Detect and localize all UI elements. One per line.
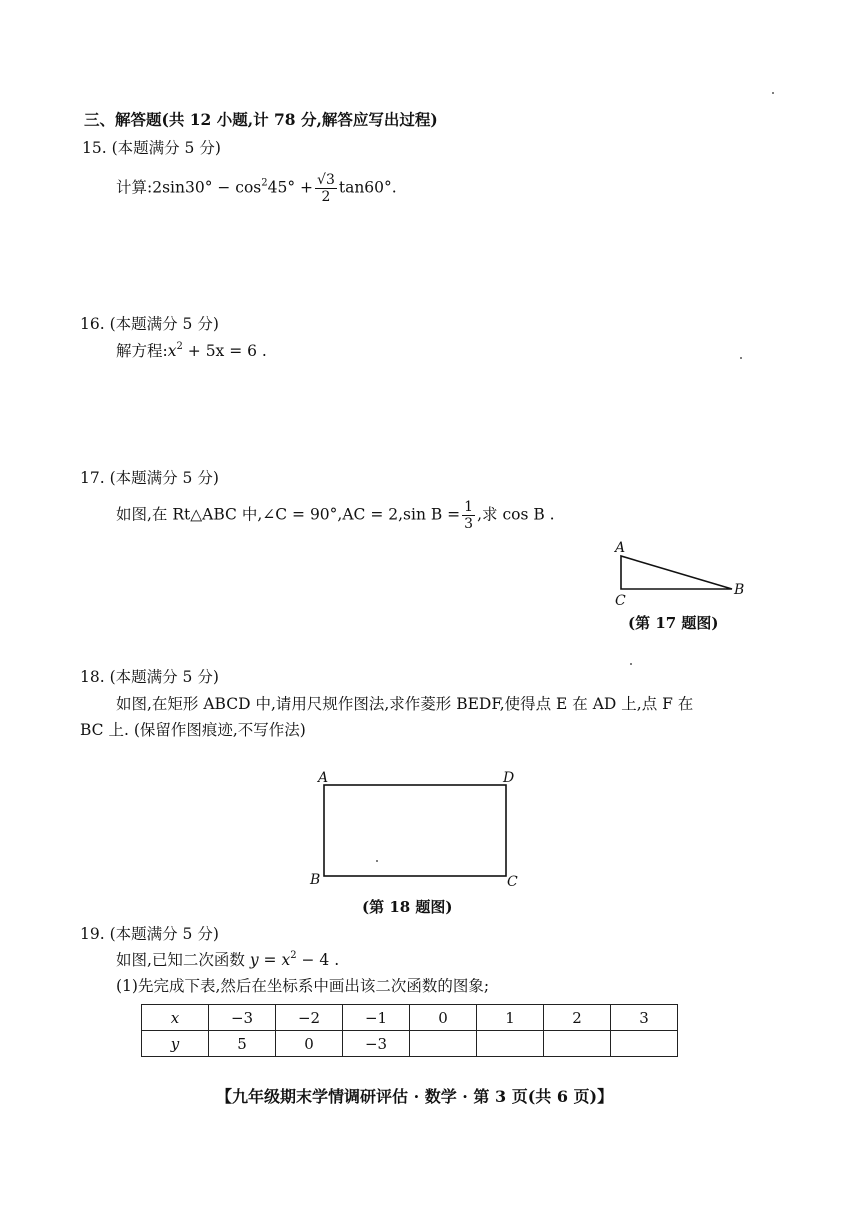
scan-speck <box>630 663 632 665</box>
q15-frac-den: 2 <box>321 189 331 205</box>
q19-line1-suffix: − 4 . <box>296 951 340 969</box>
q18-label-a: A <box>318 770 329 786</box>
q17-text-b: ,求 cos B . <box>477 505 555 524</box>
q18-rectangle <box>324 785 506 876</box>
q17-caption: (第 17 题图) <box>628 614 719 632</box>
q18-caption: (第 18 题图) <box>362 898 453 916</box>
q15-frac-num: √3 <box>317 172 335 188</box>
table-cell: −3 <box>209 1005 276 1031</box>
table-cell: 2 <box>544 1005 611 1031</box>
q16-exponent: 2 <box>176 341 183 352</box>
q19-exponent: 2 <box>290 950 297 961</box>
table-cell-blank[interactable] <box>611 1031 678 1057</box>
table-row-y <box>142 1031 678 1057</box>
q17-label-b: B <box>734 582 745 598</box>
q15-suffix: tan60°. <box>338 178 397 197</box>
q19-line1-prefix: 如图,已知二次函数 <box>116 951 250 969</box>
table-cell: 1 <box>477 1005 544 1031</box>
table-cell-blank[interactable] <box>477 1031 544 1057</box>
q18-line1: 如图,在矩形 ABCD 中,请用尺规作图法,求作菱形 BEDF,使得点 E 在 AD 上,点 F 在 <box>116 695 694 713</box>
table-cell: 0 <box>276 1031 343 1057</box>
q16-var: x <box>167 342 177 360</box>
q18-label-b: B <box>310 872 321 888</box>
table-cell: 3 <box>611 1005 678 1031</box>
table-cell-blank[interactable] <box>410 1031 477 1057</box>
q15-exponent: 2 <box>261 177 268 189</box>
q17-frac-den: 3 <box>464 516 474 532</box>
page-footer: 【九年级期末学情调研评估 · 数学 · 第 3 页(共 6 页)】 <box>216 1087 614 1106</box>
q19-value-table <box>141 1004 678 1057</box>
q18-line2: BC 上. (保留作图痕迹,不写作法) <box>80 721 306 739</box>
table-cell-blank[interactable] <box>544 1031 611 1057</box>
q16-prefix: 解方程: <box>116 342 168 360</box>
table-cell: 5 <box>209 1031 276 1057</box>
q15-mid: 45° + <box>267 178 314 197</box>
table-cell: x <box>142 1005 209 1031</box>
q19-heading: 19. (本题满分 5 分) <box>80 925 219 943</box>
table-cell: −2 <box>276 1005 343 1031</box>
q18-heading: 18. (本题满分 5 分) <box>80 668 219 686</box>
q16-heading: 16. (本题满分 5 分) <box>80 315 219 333</box>
q19-part1: (1)先完成下表,然后在坐标系中画出该二次函数的图象; <box>116 977 490 995</box>
table-row-x <box>142 1005 678 1031</box>
table-cell: y <box>142 1031 209 1057</box>
scan-speck <box>772 92 774 94</box>
q15-heading: 15. (本题满分 5 分) <box>82 139 221 157</box>
section-header: 三、解答题(共 12 小题,计 78 分,解答应写出过程) <box>84 110 438 129</box>
q15-prefix: 计算:2sin30° − cos <box>116 178 262 197</box>
table-cell: 0 <box>410 1005 477 1031</box>
scan-speck <box>376 860 378 862</box>
q18-label-c: C <box>507 874 518 890</box>
table-cell: −3 <box>343 1031 410 1057</box>
q17-frac-num: 1 <box>464 499 474 515</box>
q17-heading: 17. (本题满分 5 分) <box>80 469 219 487</box>
q19-line1 <box>116 950 339 970</box>
q19-function: y = x <box>249 951 291 969</box>
table-cell: −1 <box>343 1005 410 1031</box>
scan-speck <box>740 357 742 359</box>
q18-label-d: D <box>503 770 515 786</box>
q17-text-a: 如图,在 Rt△ABC 中,∠C = 90°,AC = 2,sin B = <box>116 505 461 524</box>
q16-rest: + 5x = 6 . <box>182 342 267 360</box>
q17-label-a: A <box>615 540 626 556</box>
q17-label-c: C <box>615 593 626 609</box>
